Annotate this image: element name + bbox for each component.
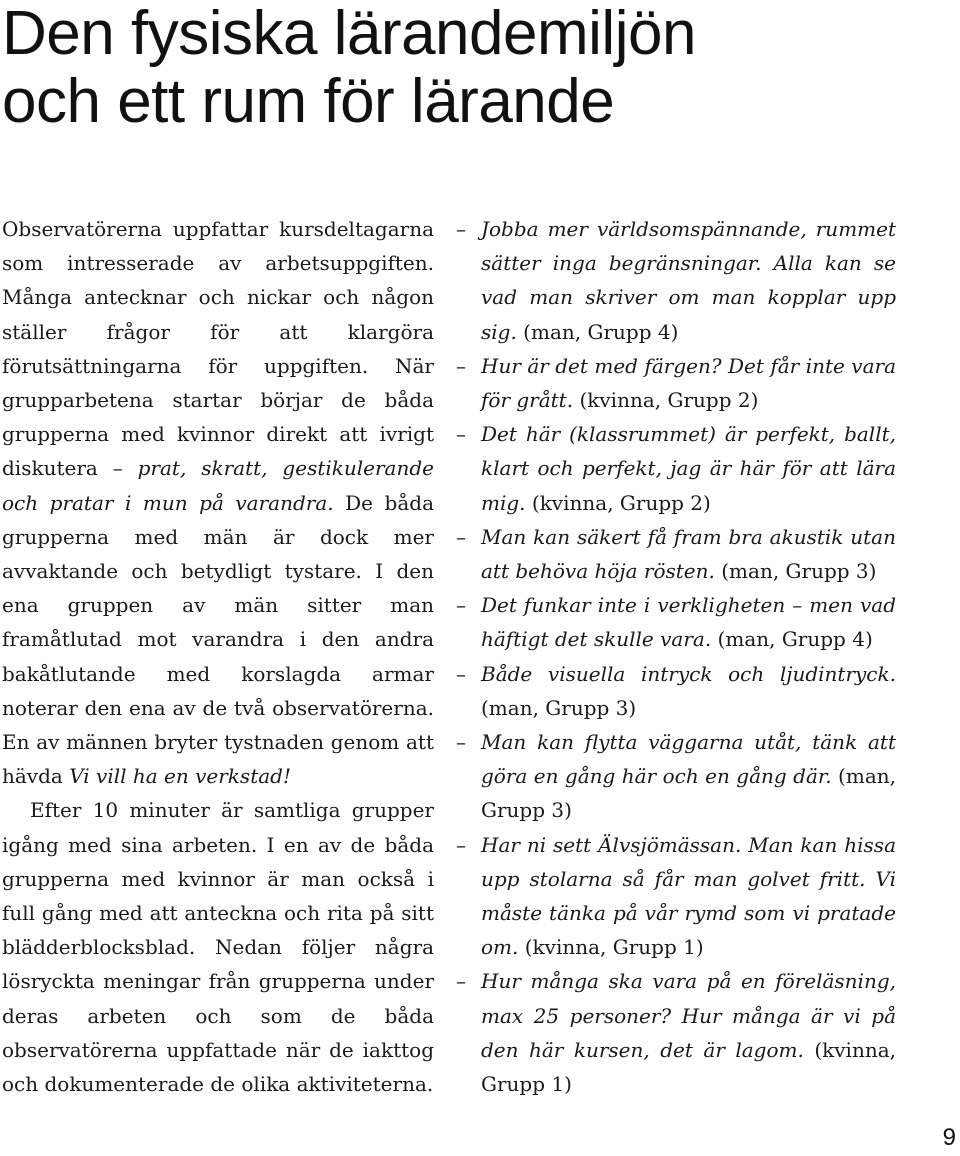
quote-text: Det funkar inte i verkligheten – men vad häftigt det skulle vara. bbox=[481, 593, 896, 652]
quote-attribution: (man, Grupp 4) bbox=[711, 627, 873, 652]
paragraph-1-text-b: De båda grupperna med män är dock mer avvaktande och betydligt tystare. I den ena gruppen av män sitter man framåtlutad mot varandra i den andra bakåtlutande med korslagda armar noterar den ena av de två observatörerna. En av männen bryter tystnaden genom att hävda bbox=[2, 490, 434, 789]
dash-marker: – bbox=[456, 524, 466, 549]
quote-item bbox=[456, 964, 896, 1101]
quote-item bbox=[456, 417, 896, 520]
quote-text: Man kan flytta väggarna utåt, tänk att göra en gång här och en gång där. bbox=[481, 730, 896, 789]
dash-marker: – bbox=[456, 422, 466, 447]
quote-item bbox=[456, 828, 896, 965]
quote-item bbox=[456, 212, 896, 349]
quote-item bbox=[456, 588, 896, 656]
page-number: 9 bbox=[942, 1124, 956, 1151]
quotes-column bbox=[456, 212, 896, 1101]
quote-text: Har ni sett Älvsjömässan. Man kan hissa upp stolarna så får man golvet fritt. Vi måste tänka på vår rymd som vi pratade om. bbox=[481, 832, 896, 960]
quote-text: Hur många ska vara på en föreläsning, max 25 personer? Hur många är vi på den här kursen, det är lagom. bbox=[481, 969, 896, 1062]
page-title-line-2: och ett rum för lärande bbox=[2, 67, 615, 136]
quote-text: Det här (klassrummet) är perfekt, ballt, klart och perfekt, jag är här för att lära mig. bbox=[481, 422, 896, 515]
page-title-line-1: Den fysiska lärandemiljön bbox=[2, 0, 696, 68]
dash-marker: – bbox=[456, 217, 466, 241]
quote-attribution: (man, Grupp 4) bbox=[516, 319, 679, 344]
quote-attribution: (man, Grupp 3) bbox=[481, 695, 637, 720]
dash-marker: – bbox=[456, 661, 466, 686]
dash-marker: – bbox=[456, 353, 466, 378]
dash-marker: – bbox=[456, 969, 466, 994]
quote-attribution: (kvinna, Grupp 2) bbox=[525, 490, 711, 515]
quote-item bbox=[456, 520, 896, 588]
quote-item bbox=[456, 349, 896, 417]
quote-text: Både visuella intryck och ljudintryck. bbox=[481, 661, 896, 686]
left-column bbox=[2, 212, 434, 1101]
quote-text: Man kan säkert få fram bra akustik utan att behöva höja rösten. bbox=[481, 524, 896, 584]
page-title bbox=[2, 0, 902, 136]
dash-marker: – bbox=[456, 730, 466, 755]
quote-text: Hur är det med färgen? Det får inte vara för grått. bbox=[481, 353, 896, 413]
quote-item bbox=[456, 657, 896, 725]
quote-attribution: (man, Grupp 3) bbox=[481, 764, 896, 823]
quote-attribution: (man, Grupp 3) bbox=[714, 559, 877, 584]
paragraph-1-text-a: Observatörerna uppfattar kursdeltagarna som intresserade av arbetsuppgiften. Många antecknar och nickar och någon ställer frågor för att klargöra förutsättningarna för uppgiften. När grupparbetena startar börjar de båda grupperna med kvinnor direkt att ivrigt diskutera bbox=[2, 217, 434, 481]
quote-item bbox=[456, 725, 896, 828]
quote-attribution: (kvinna, Grupp 2) bbox=[573, 388, 759, 413]
quote-attribution: (kvinna, Grupp 1) bbox=[481, 1037, 896, 1097]
paragraph-1-italic-b: Vi vill ha en verkstad! bbox=[69, 764, 291, 789]
dash-marker: – bbox=[456, 832, 466, 857]
paragraph-1-italic-a: – prat, skratt, gestikulerande och pratar i mun på varandra. bbox=[2, 456, 434, 515]
quote-text: Jobba mer världsomspännande, rummet sätter inga begränsningar. Alla kan se vad man skriver om man kopplar upp sig. bbox=[481, 217, 896, 344]
body-paragraph-2: Efter 10 minuter är samtliga grupper igång med sina arbeten. I en av de båda grupperna med kvinnor är man också i full gång med att anteckna och rita på sitt blädderblocksblad. Nedan följer några lösryckta meningar från grupperna under deras arbeten och som de båda observatörerna uppfattade när de iakttog och dokumenterade de olika aktiviteterna. bbox=[2, 798, 434, 1097]
quote-attribution: (kvinna, Grupp 1) bbox=[518, 935, 704, 960]
dash-marker: – bbox=[456, 593, 466, 618]
body-paragraph-1 bbox=[2, 212, 434, 793]
